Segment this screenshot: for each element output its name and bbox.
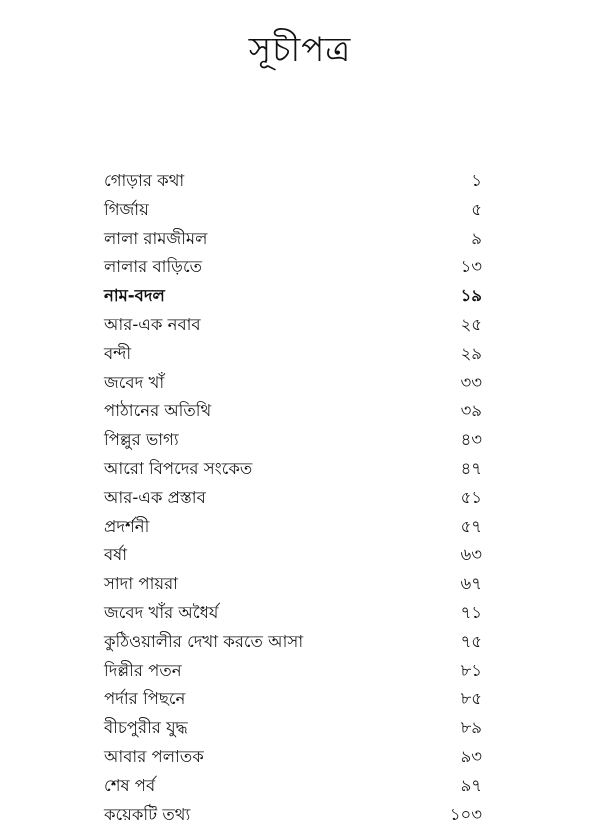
toc-entry-page: ২৫ [460,314,482,334]
toc-entry [104,541,482,570]
toc-entry-title: লালার বাড়িতে [104,257,202,277]
toc-entry-title: কুঠিওয়ালীর দেখা করতে আসা [104,631,304,651]
toc-entry [104,167,482,196]
toc-entry [104,743,482,772]
toc-entry [104,253,482,282]
toc-entry-page: ৯ [471,228,482,248]
toc-entry [104,657,482,686]
toc-entry [104,455,482,484]
toc-entry-page: ৮১ [460,660,482,680]
toc-entry-page: ৬৭ [460,574,482,594]
toc-entry-title: বন্দী [104,343,132,363]
toc-entry-title: জবেদ খাঁ [104,372,165,392]
toc-entry-title: জবেদ খাঁর অধৈর্য [104,602,219,622]
toc-entry-page: ৫৭ [460,516,482,536]
toc-entry-title: আর-এক নবাব [104,314,201,334]
toc-entry [104,340,482,369]
toc-entry [104,772,482,801]
toc-entry [104,282,482,311]
toc-entry-page: ১০৩ [449,804,482,824]
toc-entry-page: ১ [471,171,482,190]
toc-entry-title: দিল্লীর পতন [104,660,182,680]
toc-entry-page: ৫ [471,199,482,219]
toc-entry-title: বর্ষা [104,545,128,565]
toc-entry-page: ৮৫ [460,689,482,709]
toc-entry [104,196,482,225]
toc-entry-page: ৩৯ [460,401,482,421]
toc-entry-page: ৯৭ [460,775,482,795]
toc-entry-page: ২৯ [460,343,482,363]
toc-entry-title: আবার পলাতক [104,746,204,766]
toc-entry [104,628,482,657]
toc-entry [104,570,482,599]
toc-entry-title: সাদা পায়রা [104,574,178,594]
toc-entry [104,513,482,542]
toc-entry-page: ৪৩ [460,430,482,450]
toc-entry [104,397,482,426]
toc-entry [104,369,482,398]
toc-entry [104,311,482,340]
toc-entry [104,484,482,513]
toc-entry-title: গোড়ার কথা [104,171,185,190]
toc-entry-title: পর্দার পিছনে [104,689,186,709]
toc-entry-title: লালা রামজীমল [104,228,208,248]
toc-entry-title: কয়েকটি তথ্য [104,804,191,824]
toc-entry-page: ৩৩ [460,372,482,392]
toc-entry-title: আর-এক প্রস্তাব [104,487,206,507]
toc-entry-title: নাম-বদল [104,286,165,306]
table-of-contents [104,167,482,829]
toc-entry-title: শেষ পর্ব [104,775,156,795]
toc-entry-title: পাঠানের অতিথি [104,401,212,421]
toc-entry-page: ১৩ [460,257,482,277]
toc-entry [104,599,482,628]
toc-entry-page: ৬৩ [460,545,482,565]
toc-entry [104,714,482,743]
toc-entry [104,685,482,714]
toc-entry-title: গির্জায় [104,199,149,219]
toc-entry-title: আরো বিপদের সংকেত [104,458,253,478]
toc-entry-title: পিল্লুর ভাগ্য [104,430,179,450]
toc-entry-page: ১৯ [460,286,482,306]
page-title: সূচীপত্র [248,30,352,70]
toc-entry-page: ৭৫ [460,631,482,651]
toc-entry-page: ৮৯ [460,718,482,738]
toc-entry-page: ৪৭ [460,458,482,478]
toc-entry [104,426,482,455]
toc-entry-page: ৭১ [460,602,482,622]
toc-entry [104,225,482,254]
toc-entry-title: প্রদর্শনী [104,516,150,536]
toc-entry-page: ৯৩ [460,746,482,766]
toc-entry-title: বীচপুরীর যুদ্ধ [104,718,188,738]
toc-entry [104,801,482,830]
toc-entry-page: ৫১ [460,487,482,507]
